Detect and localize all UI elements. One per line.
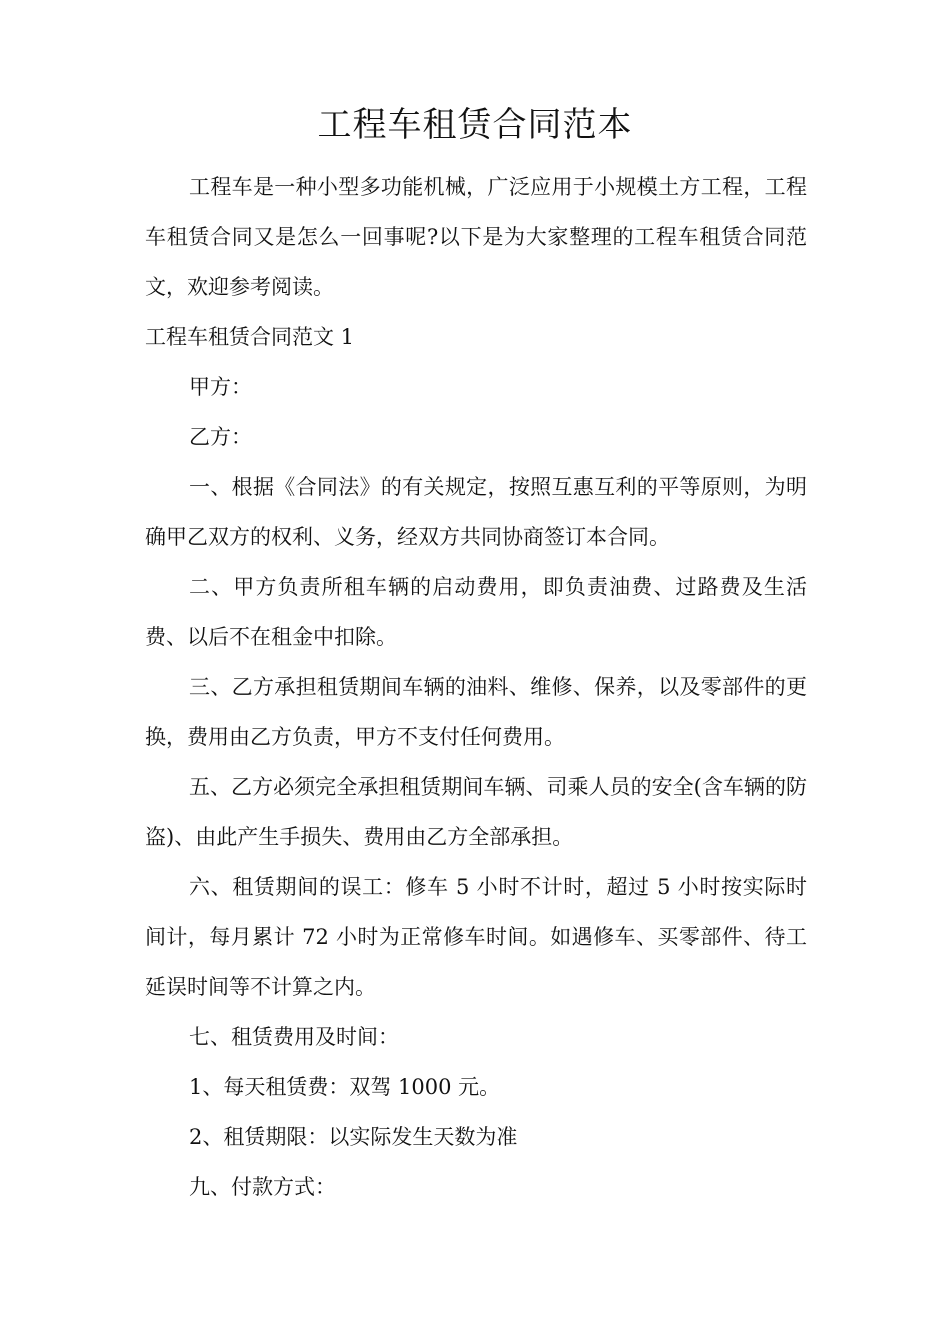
- clause-1: 一、根据《合同法》的有关规定，按照互惠互利的平等原则，为明确甲乙双方的权利、义务，经双方共同协商签订本合同。: [145, 475, 807, 549]
- section-heading: 工程车租赁合同范文 1: [145, 325, 355, 349]
- party-a-line: 甲方：: [189, 375, 252, 399]
- clause-7: 七、租赁费用及时间：: [189, 1025, 399, 1049]
- clause-5: 五、乙方必须完全承担租赁期间车辆、司乘人员的安全(含车辆的防盗)、由此产生手损失、费用由乙方全部承担。: [145, 775, 807, 849]
- clause-7-item-1: 1、每天租赁费：双驾 1000 元。: [189, 1075, 501, 1099]
- clause-9: 九、付款方式：: [189, 1175, 336, 1199]
- party-b-line: 乙方：: [189, 425, 252, 449]
- paragraph-intro: 工程车是一种小型多功能机械，广泛应用于小规模土方工程，工程车租赁合同又是怎么一回事呢?以下是为大家整理的工程车租赁合同范文，欢迎参考阅读。: [145, 175, 807, 299]
- document-title: 工程车租赁合同范本: [317, 105, 633, 145]
- document-body: [145, 162, 807, 1212]
- clause-3: 三、乙方承担租赁期间车辆的油料、维修、保养，以及零部件的更换，费用由乙方负责，甲方不支付任何费用。: [145, 675, 807, 749]
- clause-7-item-2: 2、租赁期限：以实际发生天数为准: [189, 1125, 518, 1149]
- clause-2: 二、甲方负责所租车辆的启动费用，即负责油费、过路费及生活费、以后不在租金中扣除。: [145, 575, 807, 649]
- clause-6: 六、租赁期间的误工：修车 5 小时不计时，超过 5 小时按实际时间计，每月累计 72 小时为正常修车时间。如遇修车、买零部件、待工延误时间等不计算之内。: [145, 875, 807, 999]
